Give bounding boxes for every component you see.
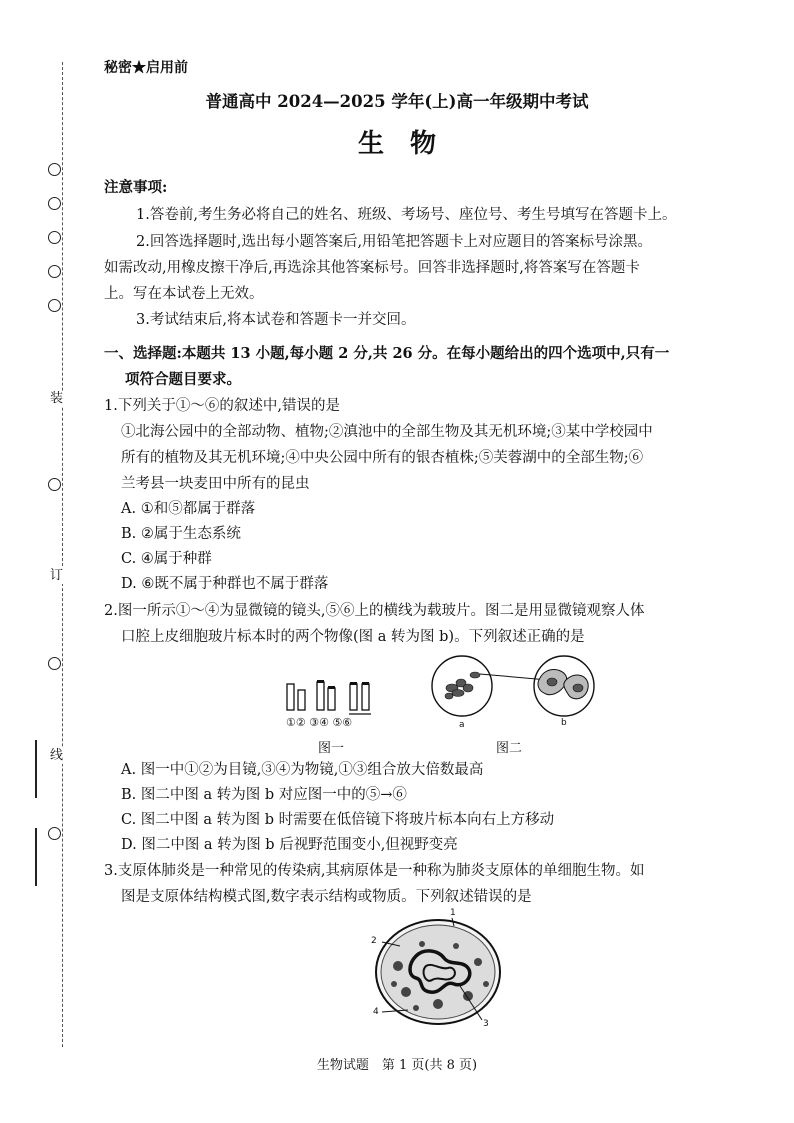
binding-hole bbox=[48, 299, 61, 312]
question-1-option-d: D. ⑥既不属于种群也不属于群落 bbox=[121, 576, 329, 592]
question-1-stem: 1.下列关于①～⑥的叙述中,错误的是 bbox=[104, 398, 340, 414]
diagram-label-4: 4 bbox=[373, 1007, 379, 1017]
question-2-stem-cont: 口腔上皮细胞玻片标本时的两个物像(图 a 转为图 b)。下列叙述正确的是 bbox=[121, 629, 585, 645]
question-2-option-d: D. 图二中图 a 转为图 b 后视野范围变小,但视野变亮 bbox=[121, 837, 458, 853]
diagram-label-2: 2 bbox=[371, 936, 377, 946]
question-1-option-a: A. ①和⑤都属于群落 bbox=[121, 501, 256, 517]
question-2-option-c: C. 图二中图 a 转为图 b 时需要在低倍镜下将玻片标本向右上方移动 bbox=[121, 812, 555, 828]
mycoplasma-diagram bbox=[368, 908, 510, 1032]
question-1-body: ①北海公园中的全部动物、植物;②滇池中的全部生物及其无机环境;③某中学校园中 bbox=[121, 424, 653, 440]
question-1-option-b: B. ②属于生态系统 bbox=[121, 526, 241, 542]
figure-1-labels: ①② ③④ ⑤⑥ bbox=[286, 716, 353, 729]
binding-hole bbox=[48, 827, 61, 840]
binding-hole bbox=[48, 163, 61, 176]
question-2-option-a: A. 图一中①②为目镜,③④为物镜,①③组合放大倍数最高 bbox=[121, 762, 484, 778]
figure-2-label-b: b bbox=[561, 718, 567, 728]
notice-item-1: 1.答卷前,考生务必将自己的姓名、班级、考场号、座位号、考生号填写在答题卡上。 bbox=[136, 207, 677, 223]
binding-ding: 订 bbox=[50, 568, 64, 583]
binding-hole bbox=[48, 265, 61, 278]
question-2-stem: 2.图一所示①～④为显微镜的镜头,⑤⑥上的横线为载玻片。图二是用显微镜观察人体 bbox=[104, 603, 645, 619]
diagram-label-3: 3 bbox=[483, 1019, 489, 1029]
notice-item-3: 3.考试结束后,将本试卷和答题卡一并交回。 bbox=[136, 312, 416, 328]
question-1-body: 兰考县一块麦田中所有的昆虫 bbox=[121, 476, 310, 492]
question-2-option-b: B. 图二中图 a 转为图 b 对应图一中的⑤→⑥ bbox=[121, 787, 407, 803]
binding-xian: 线 bbox=[50, 748, 64, 763]
binding-hole bbox=[48, 478, 61, 491]
notice-item-2: 2.回答选择题时,选出每小题答案后,用铅笔把答题卡上对应题目的答案标号涂黑。 bbox=[136, 234, 653, 250]
notice-heading: 注意事项: bbox=[104, 179, 168, 196]
notice-item-2-cont: 如需改动,用橡皮擦干净后,再选涂其他答案标号。回答非选择题时,将答案写在答题卡 bbox=[104, 260, 640, 276]
binding-hole bbox=[48, 197, 61, 210]
figure-2-views bbox=[428, 654, 600, 724]
figure-2-caption: 图二 bbox=[496, 741, 523, 756]
secret-label: 秘密★启用前 bbox=[104, 60, 188, 76]
binding-zhuang: 装 bbox=[50, 391, 64, 406]
binding-hole bbox=[48, 657, 61, 670]
diagram-label-1: 1 bbox=[450, 908, 456, 918]
notice-item-2-cont: 上。写在本试卷上无效。 bbox=[104, 286, 264, 302]
figure-1-lenses bbox=[282, 672, 378, 718]
question-1-body: 所有的植物及其无机环境;④中央公园中所有的银杏植株;⑤芙蓉湖中的全部生物;⑥ bbox=[121, 450, 644, 466]
binding-hole bbox=[48, 231, 61, 244]
binding-bar bbox=[35, 828, 37, 886]
question-3-stem-cont: 图是支原体结构模式图,数字表示结构或物质。下列叙述错误的是 bbox=[121, 889, 532, 905]
section-heading-cont: 项符合题目要求。 bbox=[125, 371, 241, 388]
binding-dashed-line bbox=[62, 62, 63, 1047]
exam-title: 普通高中 2024—2025 学年(上)高一年级期中考试 bbox=[205, 92, 589, 111]
binding-bar bbox=[35, 740, 37, 798]
page-footer: 生物试题 第 1 页(共 8 页) bbox=[316, 1058, 478, 1073]
subject-title: 生 物 bbox=[357, 129, 436, 159]
figure-2-label-a: a bbox=[459, 720, 465, 730]
question-3-stem: 3.支原体肺炎是一种常见的传染病,其病原体是一种称为肺炎支原体的单细胞生物。如 bbox=[104, 863, 645, 879]
figure-1-caption: 图一 bbox=[318, 741, 345, 756]
section-heading: 一、选择题:本题共 13 小题,每小题 2 分,共 26 分。在每小题给出的四个选项中,只有一 bbox=[104, 345, 670, 362]
question-1-option-c: C. ④属于种群 bbox=[121, 551, 212, 567]
